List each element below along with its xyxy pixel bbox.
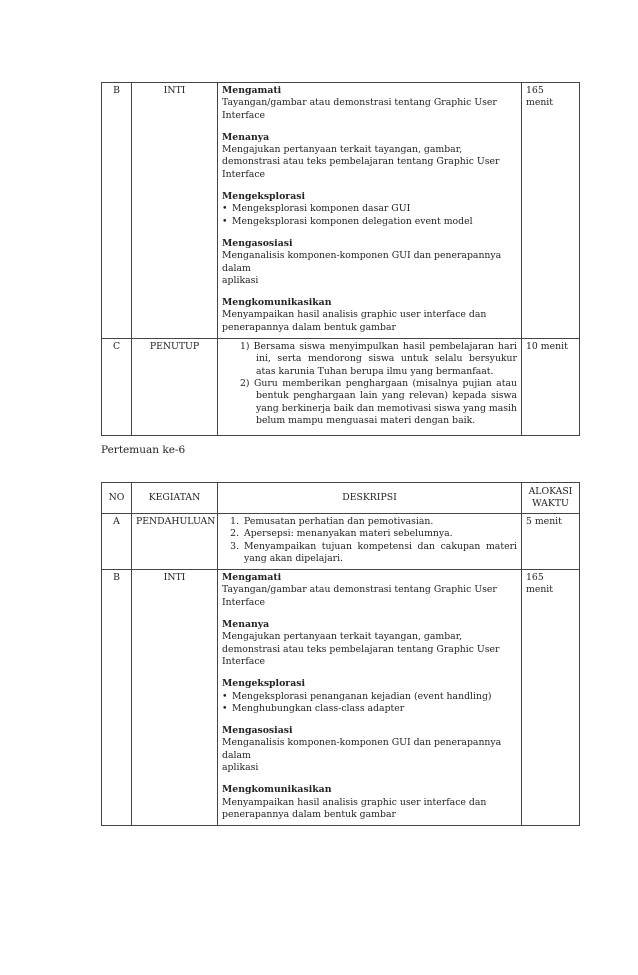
bullet-icon: • [222,690,228,702]
section-title: Menanya [222,131,270,143]
section-text: Menganalisis komponen-komponen GUI dan penerapannya dalam [222,250,502,274]
description-cell [218,83,522,339]
section-title: Mengasosiasi [222,237,293,249]
list-item: 2. Apersepsi: menanyakan materi sebelumnya. [242,528,517,540]
time-allocation: 5 menit [522,514,580,570]
bullet-item: • Mengeksplorasi komponen delegation event model [222,215,473,227]
description-section [222,191,517,228]
section-text: aplikasi [222,274,259,286]
table-row-inti [102,83,580,339]
bullet-icon: • [222,702,228,714]
section-text: Interface [222,109,266,121]
activity-name: PENUTUP [132,339,218,436]
section-text: Interface [222,596,266,608]
section-text: demonstrasi atau teks pembelajaran tentang Graphic User [222,643,500,655]
description-section [222,619,517,668]
section-text: Tayangan/gambar atau demonstrasi tentang Graphic User [222,584,497,596]
section-text: Menganalisis komponen-komponen GUI dan penerapannya dalam [222,737,502,761]
description-section [222,725,517,774]
description-cell [218,570,522,826]
description-section [222,297,517,334]
meeting-heading: Pertemuan ke-6 [101,444,186,456]
list-item: 1. Pemusatan perhatian dan pemotivasian. [242,516,517,528]
lesson-plan-table-continued [101,82,580,436]
table-row-pendahuluan [102,514,580,570]
description-cell [218,339,522,436]
section-text: Tayangan/gambar atau demonstrasi tentang Graphic User [222,97,497,109]
table-row-inti [102,570,580,826]
list-item: 3. Menyampaikan tujuan kompetensi dan cakupan materi yang akan dipelajari. [242,541,517,566]
description-section [222,678,517,715]
section-text: demonstrasi atau teks pembelajaran tentang Graphic User [222,156,500,168]
section-text: Mengajukan pertanyaan terkait tayangan, gambar, [222,631,463,643]
time-allocation: 165 menit [522,570,580,826]
section-title: Mengkomunikasikan [222,297,332,309]
bullet-item: • Mengeksplorasi penanganan kejadian (event handling) [222,690,492,702]
activity-name: PENDAHULUAN [132,514,218,570]
list-item: 1) Bersama siswa menyimpulkan hasil pembelajaran hari ini, serta mendorong siswa untuk selalu bersyukur atas karunia Tuhan berupa ilmu yang bermanfaat. [240,341,517,377]
section-title: Menanya [222,619,270,631]
section-title: Mengasosiasi [222,725,293,737]
description-cell [218,514,522,570]
description-section [222,784,517,821]
bullet-icon: • [222,203,228,215]
header-no: NO [102,483,132,514]
description-section [222,572,517,609]
section-text: aplikasi [222,762,259,774]
description-section [222,132,517,181]
section-title: Mengeksplorasi [222,678,305,690]
section-text: Interface [222,655,266,667]
table-header-row [102,483,580,514]
list-item: 2) Guru memberikan penghargaan (misalnya pujian atau bentuk penghargaan lain yang relevan) kepada siswa yang berkinerja baik dan memotivasi siswa yang masih belum mampu menguasai materi dengan baik. [240,377,517,426]
section-title: Mengamati [222,572,282,584]
bullet-item: • Mengeksplorasi komponen dasar GUI [222,203,411,215]
bullet-item: • Menghubungkan class-class adapter [222,702,405,714]
activity-name: INTI [132,83,218,339]
row-number: B [102,83,132,339]
section-text: penerapannya dalam bentuk gambar [222,808,396,820]
section-title: Mengkomunikasikan [222,784,332,796]
description-section [222,85,517,122]
row-number: A [102,514,132,570]
lesson-plan-table-meeting-6 [101,482,580,826]
section-text: Interface [222,168,266,180]
time-allocation: 10 menit [522,339,580,436]
time-allocation: 165 menit [522,83,580,339]
section-text: Mengajukan pertanyaan terkait tayangan, gambar, [222,144,463,156]
row-number: B [102,570,132,826]
description-section [222,238,517,287]
section-text: penerapannya dalam bentuk gambar [222,321,396,333]
section-text: Menyampaikan hasil analisis graphic user interface dan [222,796,487,808]
header-deskripsi: DESKRIPSI [218,483,522,514]
bullet-icon: • [222,215,228,227]
section-text: Menyampaikan hasil analisis graphic user interface dan [222,309,487,321]
table-row-penutup [102,339,580,436]
section-title: Mengamati [222,85,282,96]
header-kegiatan: KEGIATAN [132,483,218,514]
row-number: C [102,339,132,436]
section-title: Mengeksplorasi [222,191,305,203]
header-alokasi: ALOKASI WAKTU [522,483,580,514]
activity-name: INTI [132,570,218,826]
